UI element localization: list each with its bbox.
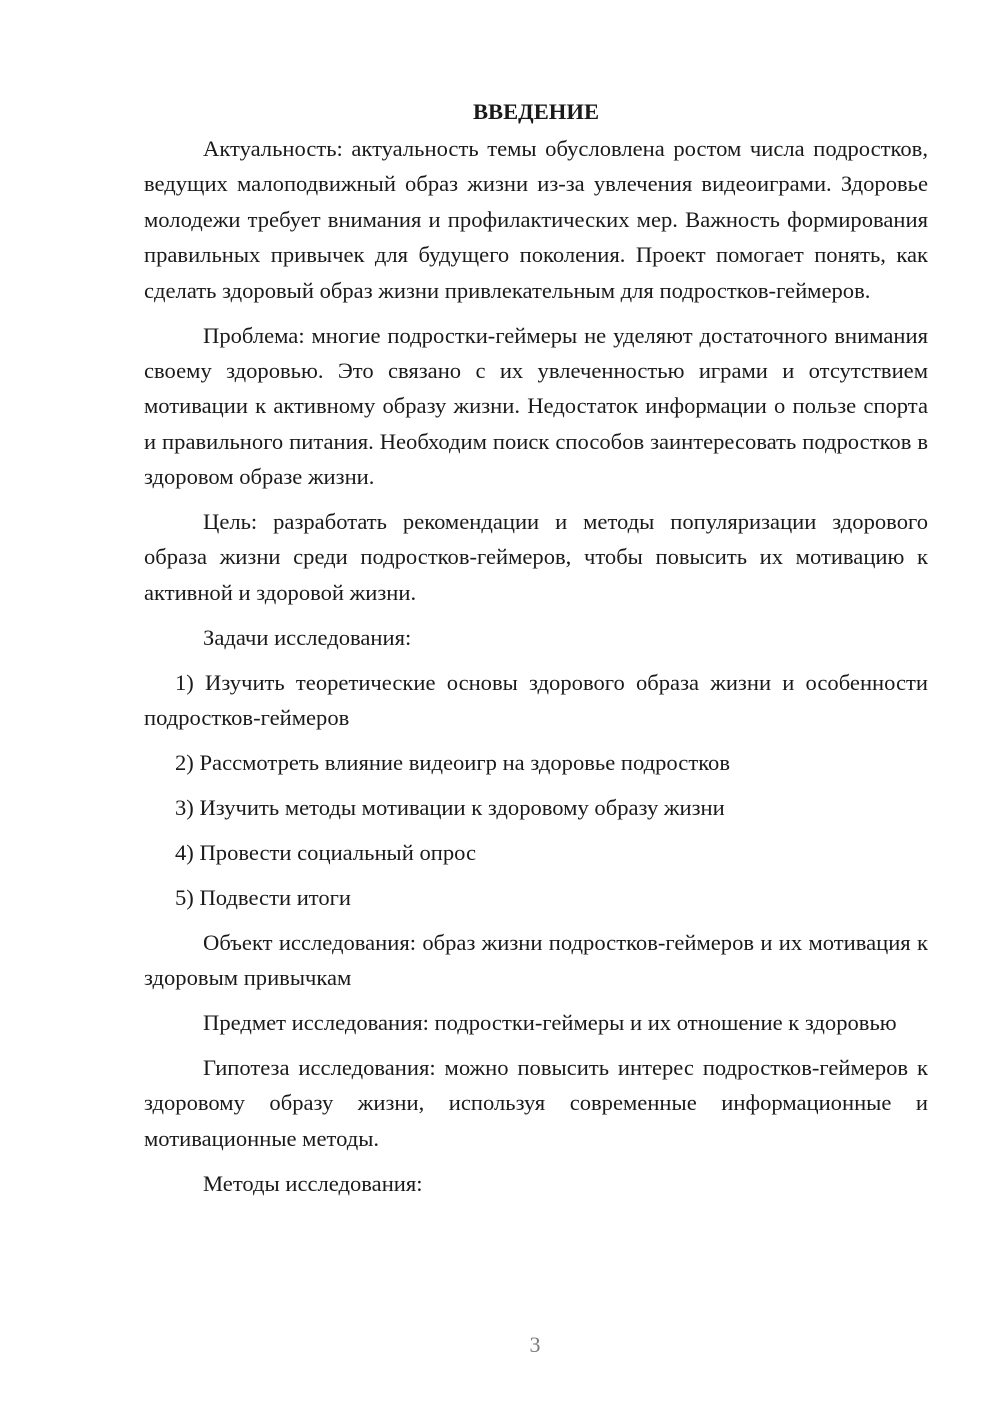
task-item-2: 2) Рассмотреть влияние видеоигр на здоровье подростков [175, 750, 730, 775]
page-content [144, 94, 928, 1210]
object-paragraph: Объект исследования: образ жизни подростков-геймеров и их мотивация к здоровым привычкам [144, 929, 928, 991]
relevance-paragraph: Актуальность: актуальность темы обусловлена ростом числа подростков, ведущих малоподвижный образ жизни из-за увлечения видеоиграми. Здоровье молодежи требует внимания и профилактических мер. Важность формирования правильных привычек для будущего поколения. Проект помогает понять, как сделать здоровый образ жизни привлекательным для подростков-геймеров. [144, 136, 928, 303]
methods-title: Методы исследования: [203, 1170, 423, 1196]
task-item-5: 5) Подвести итоги [175, 884, 352, 910]
task-item-4: 4) Провести социальный опрос [175, 839, 477, 865]
task-item-1: 1) Изучить теоретические основы здорового образа жизни и особенности подростков-геймеров [144, 669, 928, 731]
subject-paragraph: Предмет исследования: подростки-геймеры и их отношение к здоровью [203, 1009, 897, 1035]
page-title: ВВЕДЕНИЕ [472, 99, 600, 124]
hypothesis-paragraph: Гипотеза исследования: можно повысить интерес подростков-геймеров к здоровому образу жизни, используя современные информационные и мотивационные методы. [144, 1054, 928, 1151]
page-number: 3 [529, 1332, 541, 1357]
task-item-3: 3) Изучить методы мотивации к здоровому образу жизни [175, 794, 725, 820]
goal-paragraph: Цель: разработать рекомендации и методы популяризации здорового образа жизни среди подростков-геймеров, чтобы повысить их мотивацию к активной и здоровой жизни. [144, 509, 928, 605]
problem-paragraph: Проблема: многие подростки-геймеры не уделяют достаточного внимания своему здоровью. Это связано с их увлеченностью играми и отсутствием мотивации к активному образу жизни. Недостаток информации о пользе спорта и правильного питания. Необходим поиск способов заинтересовать подростков в здоровом образе жизни. [144, 322, 928, 490]
tasks-title: Задачи исследования: [203, 624, 412, 650]
